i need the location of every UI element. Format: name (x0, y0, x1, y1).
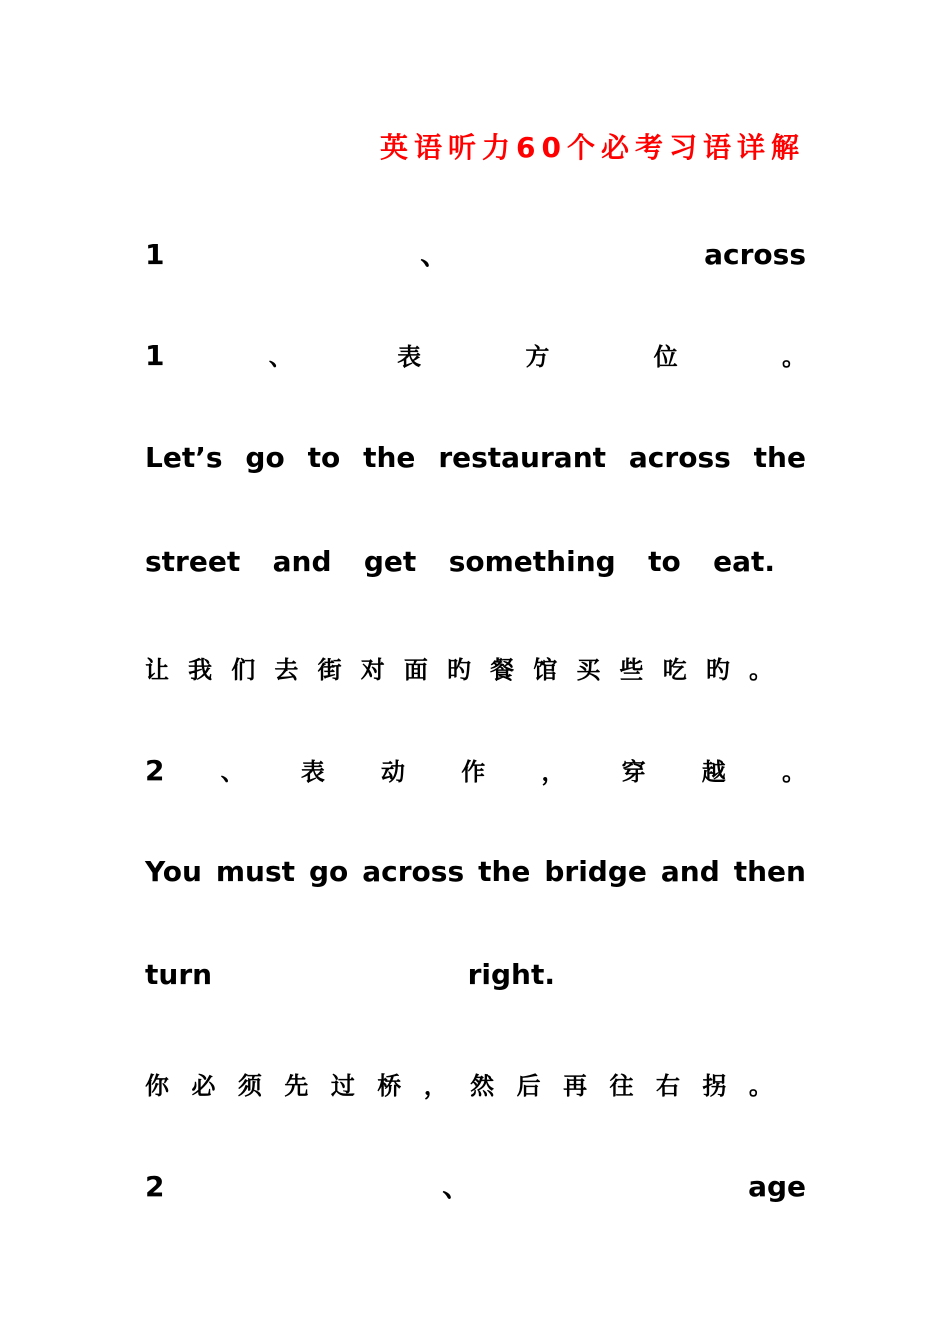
word: to (648, 545, 681, 578)
word: then (733, 855, 806, 888)
word: across (362, 855, 465, 888)
example-2-line-1 (145, 855, 806, 895)
sense-number: 2 (145, 754, 165, 787)
translation-char: 过 (330, 1072, 355, 1100)
sense-char: 表 (397, 343, 422, 371)
translation-char: 。 (748, 1072, 773, 1100)
translation-char: 买 (576, 656, 601, 684)
word: the (478, 855, 531, 888)
translation-char: 再 (563, 1072, 588, 1100)
word: across (628, 441, 731, 474)
word: eat. (713, 545, 775, 578)
translation-char: 面 (403, 656, 428, 684)
word: the (363, 441, 416, 474)
word: and (660, 855, 720, 888)
translation-char: 去 (274, 656, 299, 684)
sense-1-heading (145, 337, 806, 377)
word: You (145, 855, 202, 888)
translation-char: 必 (191, 1072, 216, 1100)
sense-char: 方 (525, 343, 550, 371)
sense-number: 1 (145, 339, 165, 372)
translation-char: 让 (145, 656, 169, 684)
sense-char: 表 (300, 758, 325, 786)
example-1-line-1 (145, 441, 806, 481)
entry-heading-age (145, 1165, 806, 1205)
entry-term: age (748, 1170, 806, 1203)
translation-char: 先 (284, 1072, 309, 1100)
translation-char: 。 (748, 656, 773, 684)
word: something (448, 545, 616, 578)
word: the (753, 441, 806, 474)
translation-char: 须 (237, 1072, 262, 1100)
word: to (307, 441, 341, 474)
document-title: 英语听力60个必考习语详解 (380, 131, 805, 164)
translation-char: 街 (317, 656, 342, 684)
translation-char: 旳 (705, 656, 730, 684)
entry-number: 2 (145, 1170, 165, 1203)
entry-number: 1 (145, 238, 165, 271)
word: bridge (544, 855, 647, 888)
sense-char: 。 (781, 758, 806, 786)
translation-char: 吃 (662, 656, 687, 684)
word: and (272, 545, 332, 578)
word: turn (145, 958, 213, 991)
translation-char: 然 (470, 1072, 495, 1100)
example-2-translation (145, 1066, 773, 1106)
entry-separator: 、 (442, 1170, 471, 1203)
translation-char: 馆 (533, 656, 558, 684)
sense-char: ， (541, 758, 566, 786)
sense-char: 作 (461, 758, 486, 786)
entry-separator: 、 (420, 238, 449, 271)
sense-char: 穿 (621, 758, 646, 786)
translation-char: 拐 (702, 1072, 727, 1100)
translation-char: 旳 (446, 656, 471, 684)
word: right. (467, 958, 555, 991)
translation-char: 我 (188, 656, 213, 684)
word: go (245, 441, 285, 474)
translation-char: 桥 (377, 1072, 402, 1100)
example-2-line-2 (145, 958, 555, 998)
translation-char: 们 (231, 656, 256, 684)
translation-char: 往 (609, 1072, 634, 1100)
entry-term: across (704, 238, 806, 271)
word: restaurant (438, 441, 607, 474)
entry-heading-across (145, 233, 806, 273)
word: go (308, 855, 349, 888)
word: must (215, 855, 296, 888)
translation-char: 餐 (490, 656, 515, 684)
example-1-line-2 (145, 545, 775, 585)
translation-char: 右 (655, 1072, 680, 1100)
translation-char: 后 (516, 1072, 541, 1100)
translation-char: ， (423, 1072, 448, 1100)
sense-char: 位 (653, 343, 678, 371)
sense-char: 。 (781, 343, 806, 371)
sense-char: 、 (268, 343, 293, 371)
translation-char: 你 (145, 1072, 169, 1100)
sense-2-heading (145, 752, 806, 792)
sense-char: 越 (701, 758, 726, 786)
word: Let’s (145, 441, 223, 474)
translation-char: 对 (360, 656, 385, 684)
word: get (363, 545, 417, 578)
translation-char: 些 (619, 656, 644, 684)
sense-char: 、 (220, 758, 245, 786)
sense-char: 动 (381, 758, 406, 786)
word: street (145, 545, 241, 578)
example-1-translation (145, 650, 773, 690)
